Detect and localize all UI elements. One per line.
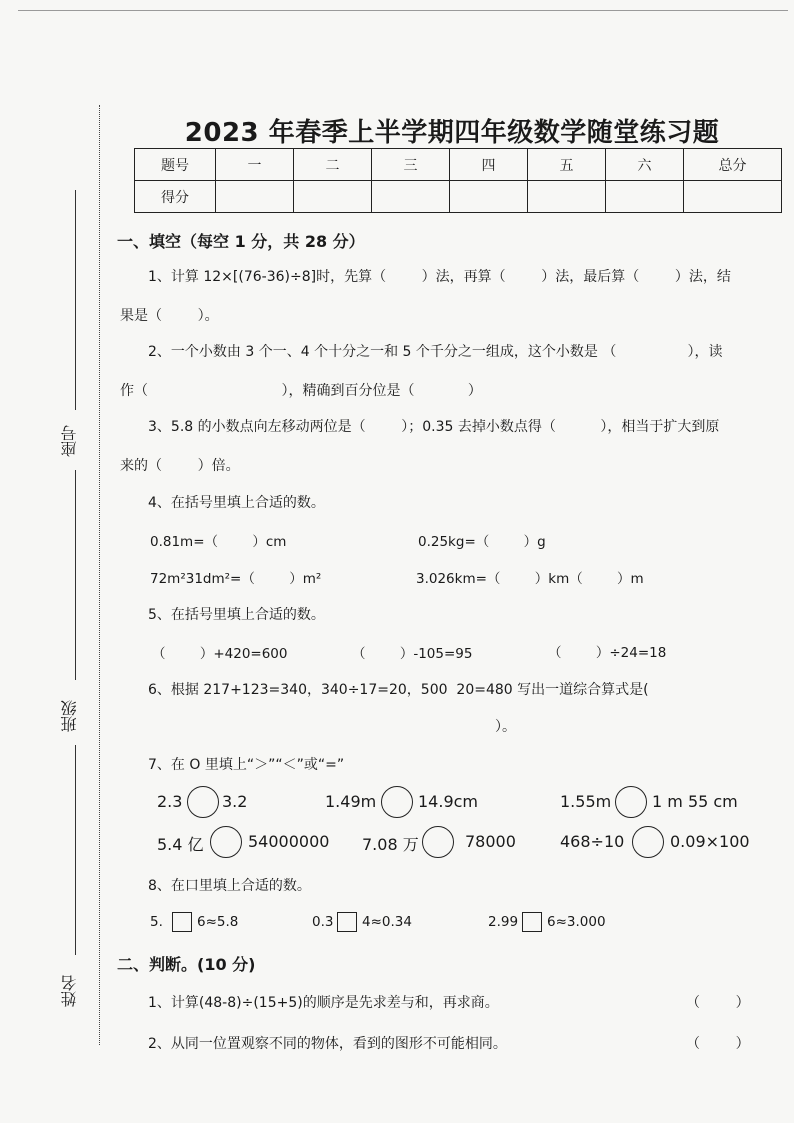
header-cell: 二 xyxy=(294,149,372,181)
q7-right-value: 0.09×100 xyxy=(670,832,750,851)
header-cell: 六 xyxy=(606,149,684,181)
score-cell[interactable] xyxy=(684,181,782,213)
q1-line2: 果是（ ）。 xyxy=(120,308,219,324)
q4-item: 72m²31dm²=（ ）m² xyxy=(150,571,322,587)
q8-right-value: 4≈0.34 xyxy=(362,914,412,930)
q2-line2: 作（ ），精确到百分位是（ ） xyxy=(120,383,482,399)
judge-q2: 2、从同一位置观察不同的物体，看到的图形不可能相同。 xyxy=(148,1036,507,1052)
score-cell[interactable] xyxy=(216,181,294,213)
q7-left-value: 5.4 亿 xyxy=(157,835,204,854)
judge-q1: 1、计算(48-8)÷(15+5)的顺序是先求差与和，再求商。 xyxy=(148,995,499,1011)
q4-item: 3.026km=（ ）km（ ）m xyxy=(416,571,644,587)
q7-right-value: 78000 xyxy=(465,832,516,851)
q4-item: 0.81m=（ ）cm xyxy=(150,534,287,550)
q7-left-value: 1.55m xyxy=(560,792,612,811)
class-label: 班级 xyxy=(60,700,79,732)
q8-right-value: 6≈5.8 xyxy=(197,914,239,930)
q3-line2: 来的（ ）倍。 xyxy=(120,458,240,474)
q8-left-value: 5. xyxy=(150,914,163,930)
q7-right-value: 14.9cm xyxy=(418,792,479,811)
header-cell: 总分 xyxy=(684,149,782,181)
q8-left-value: 0.3 xyxy=(312,914,334,930)
q8-left-value: 2.99 xyxy=(488,914,519,930)
q7-left-value: 468÷10 xyxy=(560,832,625,851)
q7-right-value: 54000000 xyxy=(248,832,330,851)
compare-circle[interactable] xyxy=(632,826,664,858)
q7-left-value: 7.08 万 xyxy=(362,835,419,854)
header-cell: 题号 xyxy=(135,149,216,181)
q5-item: （ ）-105=95 xyxy=(352,646,473,662)
section1-title: 一、填空（每空 1 分，共 28 分） xyxy=(117,232,365,251)
q4-prompt: 4、在括号里填上合适的数。 xyxy=(148,495,325,511)
page-title: 2023 年春季上半学期四年级数学随堂练习题 xyxy=(184,118,720,148)
compare-circle[interactable] xyxy=(210,826,242,858)
score-cell[interactable] xyxy=(606,181,684,213)
top-edge-line xyxy=(18,10,788,11)
header-cell: 五 xyxy=(528,149,606,181)
fill-square-box[interactable] xyxy=(522,912,542,932)
q6-line1: 6、根据 217+123=340，340÷17=20，500 20=480 写出一道综合算式是( xyxy=(148,682,649,698)
score-cell[interactable] xyxy=(450,181,528,213)
fill-square-box[interactable] xyxy=(337,912,357,932)
header-cell: 四 xyxy=(450,149,528,181)
score-cell[interactable] xyxy=(372,181,450,213)
name-label: 姓名 xyxy=(60,975,79,1007)
class-blank-lower-line xyxy=(75,745,76,955)
score-table xyxy=(134,148,782,213)
compare-circle[interactable] xyxy=(381,786,413,818)
seat-blank-line xyxy=(75,190,76,410)
q4-item: 0.25kg=（ ）g xyxy=(418,534,546,550)
header-cell: 三 xyxy=(372,149,450,181)
q7-prompt: 7、在 O 里填上“＞”“＜”或“=” xyxy=(148,757,345,773)
score-table-header-row xyxy=(135,149,782,181)
class-blank-upper-line xyxy=(75,470,76,680)
q8-prompt: 8、在口里填上合适的数。 xyxy=(148,878,311,894)
q5-item: （ ）+420=600 xyxy=(152,646,288,662)
section2-title: 二、判断。(10 分) xyxy=(117,955,256,974)
q3-line1: 3、5.8 的小数点向左移动两位是（ ）；0.35 去掉小数点得（ ），相当于扩大到原 xyxy=(148,419,720,435)
q7-left-value: 2.3 xyxy=(157,792,183,811)
score-cell[interactable] xyxy=(528,181,606,213)
compare-circle[interactable] xyxy=(615,786,647,818)
judge-q1-answer-paren[interactable]: （ ） xyxy=(686,995,750,1011)
score-cell[interactable] xyxy=(294,181,372,213)
q1-line1: 1、计算 12×[(76-36)÷8]时，先算（ ）法，再算（ ）法，最后算（ ）法，结 xyxy=(148,269,731,285)
binding-dotted-line xyxy=(99,105,100,1045)
fill-square-box[interactable] xyxy=(172,912,192,932)
q8-right-value: 6≈3.000 xyxy=(547,914,606,930)
q7-right-value: 3.2 xyxy=(222,792,248,811)
q6-line2: ）。 xyxy=(495,719,516,735)
q7-left-value: 1.49m xyxy=(325,792,377,811)
q5-prompt: 5、在括号里填上合适的数。 xyxy=(148,607,325,623)
q5-item: （ ）÷24=18 xyxy=(548,645,667,661)
judge-q2-answer-paren[interactable]: （ ） xyxy=(686,1036,750,1052)
q7-right-value: 1 m 55 cm xyxy=(652,792,738,811)
q2-line1: 2、一个小数由 3 个一、4 个十分之一和 5 个千分之一组成，这个小数是 （ ），读 xyxy=(148,344,723,360)
compare-circle[interactable] xyxy=(422,826,454,858)
row-label-cell: 得分 xyxy=(135,181,216,213)
compare-circle[interactable] xyxy=(187,786,219,818)
header-cell: 一 xyxy=(216,149,294,181)
score-table-score-row xyxy=(135,181,782,213)
seat-label: 座号 xyxy=(60,425,79,457)
